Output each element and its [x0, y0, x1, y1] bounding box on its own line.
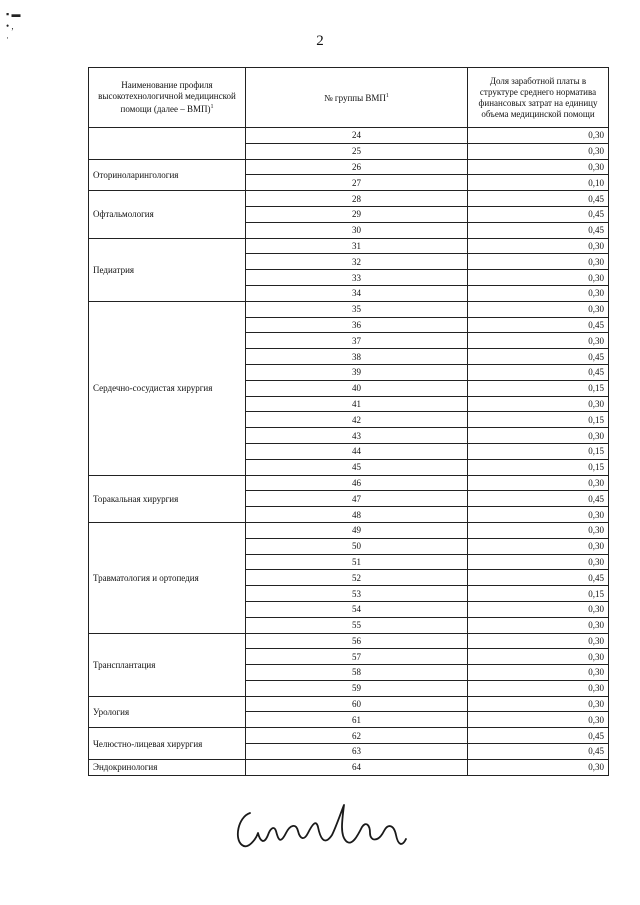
profile-cell: Сердечно-сосудистая хирургия	[89, 301, 246, 475]
group-number-cell: 24	[246, 128, 468, 144]
table-body	[89, 128, 609, 776]
table-row	[89, 633, 609, 649]
group-number-cell: 43	[246, 428, 468, 444]
salary-share-cell: 0,30	[468, 301, 609, 317]
group-number-cell: 45	[246, 459, 468, 475]
group-number-cell: 62	[246, 728, 468, 744]
salary-share-cell: 0,30	[468, 475, 609, 491]
group-number-cell: 48	[246, 507, 468, 523]
group-number-cell: 39	[246, 364, 468, 380]
salary-share-cell: 0,30	[468, 270, 609, 286]
group-number-cell: 47	[246, 491, 468, 507]
salary-share-cell: 0,30	[468, 665, 609, 681]
corner-mark: ▪ ▬	[6, 9, 21, 19]
profile-cell: Травматология и ортопедия	[89, 522, 246, 633]
table-row	[89, 159, 609, 175]
profile-cell: Офтальмология	[89, 191, 246, 238]
page-number: 2	[316, 33, 324, 49]
salary-share-cell: 0,30	[468, 538, 609, 554]
salary-share-cell: 0,30	[468, 254, 609, 270]
table-row	[89, 191, 609, 207]
salary-share-cell: 0,30	[468, 143, 609, 159]
salary-share-cell: 0,30	[468, 633, 609, 649]
group-number-cell: 29	[246, 206, 468, 222]
group-number-cell: 44	[246, 443, 468, 459]
corner-mark: • ,	[6, 21, 14, 31]
profile-cell: Торакальная хирургия	[89, 475, 246, 522]
header-share: Доля заработной платы в структуре среднего норматива финансовых затрат на единицу объема медицинской помощи	[468, 68, 609, 128]
salary-share-cell: 0,30	[468, 507, 609, 523]
profile-cell: Эндокринология	[89, 759, 246, 775]
group-number-cell: 52	[246, 570, 468, 586]
handwritten-signature	[228, 795, 418, 865]
table-row	[89, 238, 609, 254]
profile-cell: Педиатрия	[89, 238, 246, 301]
salary-share-cell: 0,45	[468, 364, 609, 380]
group-number-cell: 41	[246, 396, 468, 412]
salary-share-cell: 0,30	[468, 128, 609, 144]
group-number-cell: 30	[246, 222, 468, 238]
header-profile-text: Наименование профиля высокотехнологичной медицинской помощи (далее – ВМП)	[98, 80, 236, 114]
table-row	[89, 728, 609, 744]
group-number-cell: 40	[246, 380, 468, 396]
table-row	[89, 522, 609, 538]
group-number-cell: 55	[246, 617, 468, 633]
group-number-cell: 26	[246, 159, 468, 175]
salary-share-cell: 0,45	[468, 191, 609, 207]
table-row	[89, 696, 609, 712]
group-number-cell: 53	[246, 586, 468, 602]
group-number-cell: 37	[246, 333, 468, 349]
profile-cell: Оториноларингология	[89, 159, 246, 191]
table-row	[89, 759, 609, 775]
group-number-cell: 64	[246, 759, 468, 775]
group-number-cell: 49	[246, 522, 468, 538]
group-number-cell: 58	[246, 665, 468, 681]
profile-cell: Трансплантация	[89, 633, 246, 696]
group-number-cell: 25	[246, 143, 468, 159]
table-row	[89, 475, 609, 491]
salary-share-cell: 0,30	[468, 522, 609, 538]
salary-share-cell: 0,30	[468, 159, 609, 175]
group-number-cell: 60	[246, 696, 468, 712]
salary-share-cell: 0,30	[468, 428, 609, 444]
profile-cell	[89, 128, 246, 160]
salary-share-cell: 0,15	[468, 586, 609, 602]
group-number-cell: 51	[246, 554, 468, 570]
group-number-cell: 50	[246, 538, 468, 554]
salary-share-cell: 0,15	[468, 380, 609, 396]
header-group	[246, 68, 468, 128]
group-number-cell: 36	[246, 317, 468, 333]
salary-share-cell: 0,30	[468, 554, 609, 570]
group-number-cell: 59	[246, 680, 468, 696]
salary-share-cell: 0,45	[468, 744, 609, 760]
group-number-cell: 46	[246, 475, 468, 491]
group-number-cell: 63	[246, 744, 468, 760]
salary-share-cell: 0,10	[468, 175, 609, 191]
corner-mark: ·	[6, 33, 9, 43]
salary-share-cell: 0,30	[468, 759, 609, 775]
salary-share-cell: 0,30	[468, 649, 609, 665]
header-group-text: № группы ВМП	[324, 93, 386, 103]
group-number-cell: 42	[246, 412, 468, 428]
table-row	[89, 301, 609, 317]
salary-share-cell: 0,45	[468, 349, 609, 365]
group-number-cell: 34	[246, 285, 468, 301]
salary-share-cell: 0,30	[468, 333, 609, 349]
salary-share-cell: 0,30	[468, 601, 609, 617]
group-number-cell: 54	[246, 601, 468, 617]
group-number-cell: 38	[246, 349, 468, 365]
group-number-cell: 27	[246, 175, 468, 191]
footnote-mark: 1	[210, 104, 214, 110]
salary-share-cell: 0,45	[468, 728, 609, 744]
salary-share-cell: 0,15	[468, 459, 609, 475]
group-number-cell: 28	[246, 191, 468, 207]
group-number-cell: 31	[246, 238, 468, 254]
salary-share-cell: 0,45	[468, 491, 609, 507]
salary-share-cell: 0,15	[468, 443, 609, 459]
footnote-mark: 1	[385, 93, 389, 99]
salary-share-cell: 0,30	[468, 617, 609, 633]
salary-share-cell: 0,30	[468, 396, 609, 412]
salary-share-cell: 0,30	[468, 696, 609, 712]
profile-cell: Челюстно-лицевая хирургия	[89, 728, 246, 760]
group-number-cell: 56	[246, 633, 468, 649]
group-number-cell: 33	[246, 270, 468, 286]
table-row	[89, 128, 609, 144]
vmp-salary-share-table	[88, 67, 609, 776]
salary-share-cell: 0,30	[468, 238, 609, 254]
salary-share-cell: 0,45	[468, 317, 609, 333]
group-number-cell: 32	[246, 254, 468, 270]
group-number-cell: 57	[246, 649, 468, 665]
salary-share-cell: 0,30	[468, 712, 609, 728]
group-number-cell: 35	[246, 301, 468, 317]
profile-cell: Урология	[89, 696, 246, 728]
salary-share-cell: 0,15	[468, 412, 609, 428]
group-number-cell: 61	[246, 712, 468, 728]
salary-share-cell: 0,45	[468, 222, 609, 238]
salary-share-cell: 0,45	[468, 206, 609, 222]
salary-share-cell: 0,30	[468, 285, 609, 301]
header-profile	[89, 68, 246, 128]
salary-share-cell: 0,45	[468, 570, 609, 586]
salary-share-cell: 0,30	[468, 680, 609, 696]
